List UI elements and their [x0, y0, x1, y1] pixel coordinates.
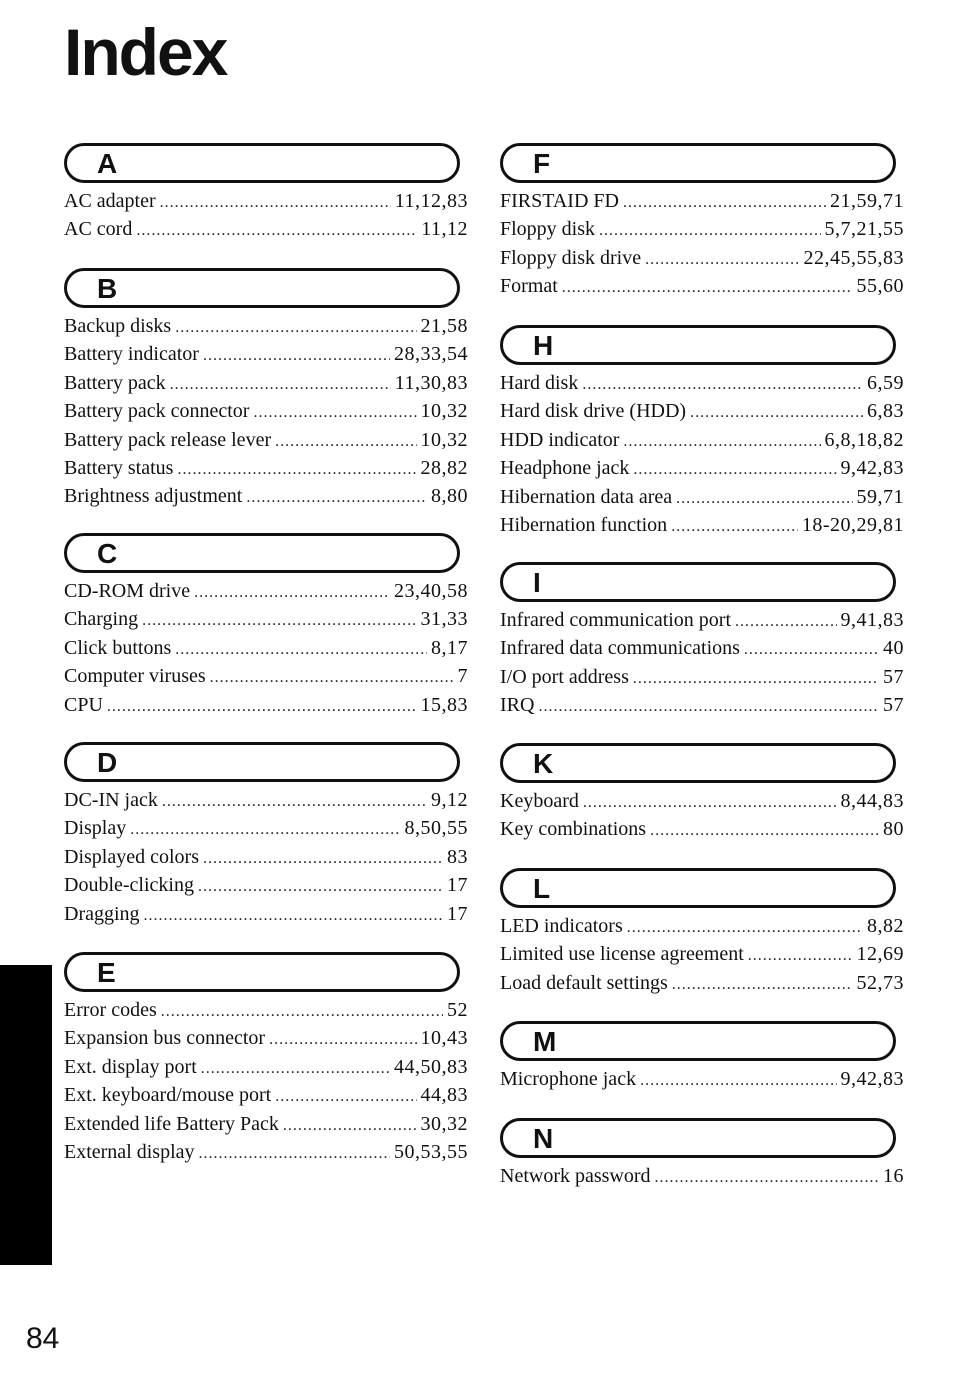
entry-term: Hibernation function — [500, 513, 668, 536]
entry-pages: 6,8,18,82 — [824, 428, 904, 451]
index-entry — [500, 511, 904, 539]
index-entry — [64, 454, 468, 482]
entry-pages: 52 — [447, 999, 468, 1021]
entry-term: I/O port address — [500, 665, 629, 688]
index-entry — [500, 634, 904, 662]
entry-term: Hard disk drive (HDD) — [500, 400, 687, 423]
entry-term: CPU — [64, 693, 103, 716]
index-entry — [500, 272, 904, 300]
dot-leader — [633, 665, 879, 693]
entry-pages: 80 — [883, 818, 904, 841]
section-letter: M — [533, 1026, 557, 1057]
index-entry — [64, 1024, 468, 1052]
entry-term: Infrared communication port — [500, 609, 732, 631]
index-entry — [500, 483, 904, 511]
entry-term: Floppy disk — [500, 218, 596, 241]
index-entry — [500, 606, 904, 634]
index-section-n — [500, 1118, 904, 1190]
dot-leader — [562, 274, 853, 302]
index-entry — [500, 187, 904, 215]
dot-leader — [538, 693, 879, 721]
entry-term: Battery pack release lever — [64, 428, 272, 451]
entry-pages: 9,42,83 — [840, 1068, 904, 1090]
entry-pages: 9,41,83 — [840, 609, 904, 631]
index-entry — [64, 996, 468, 1024]
entry-term: Dragging — [64, 902, 140, 925]
section-letter: H — [533, 330, 554, 361]
entry-pages: 55,60 — [856, 275, 904, 298]
entry-term: Floppy disk drive — [500, 246, 642, 269]
entry-term: Load default settings — [500, 971, 668, 994]
index-entry — [500, 426, 904, 454]
entry-pages: 44,83 — [420, 1084, 468, 1107]
entry-pages: 30,32 — [420, 1112, 468, 1135]
entry-term: Extended life Battery Pack — [64, 1112, 279, 1135]
entry-pages: 10,32 — [420, 428, 468, 451]
index-entry — [500, 454, 904, 482]
dot-leader — [175, 314, 416, 342]
index-entry — [500, 815, 904, 843]
index-entry — [64, 577, 468, 605]
index-entry — [64, 426, 468, 454]
entry-pages: 17 — [447, 874, 468, 897]
dot-leader — [175, 636, 427, 664]
index-section-f — [500, 143, 904, 301]
entry-pages: 16 — [883, 1165, 904, 1187]
dot-leader — [107, 693, 417, 721]
entry-pages: 11,12 — [421, 218, 468, 241]
index-entry — [500, 691, 904, 719]
index-entry — [64, 1110, 468, 1138]
entry-term: DC-IN jack — [64, 789, 158, 811]
entry-pages: 50,53,55 — [394, 1140, 468, 1163]
entry-pages: 6,59 — [867, 372, 904, 394]
entry-pages: 5,7,21,55 — [824, 218, 904, 241]
index-entry — [64, 814, 468, 842]
index-entry — [64, 215, 468, 243]
dot-leader — [136, 217, 417, 245]
entry-pages: 8,50,55 — [404, 817, 468, 840]
dot-leader — [655, 1164, 879, 1192]
entry-term: IRQ — [500, 694, 535, 717]
section-letter: E — [97, 957, 116, 988]
entry-pages: 15,83 — [420, 693, 468, 716]
index-section-h — [500, 325, 904, 539]
dot-leader — [201, 1055, 390, 1083]
index-entry — [64, 691, 468, 719]
entry-pages: 22,45,55,83 — [803, 246, 904, 269]
chapter-side-tab — [0, 965, 52, 1265]
entry-pages: 57 — [883, 694, 904, 717]
entry-term: Battery pack connector — [64, 400, 250, 423]
index-entry — [64, 843, 468, 871]
entry-term: Hard disk — [500, 372, 579, 394]
index-entry — [500, 969, 904, 997]
entry-pages: 44,50,83 — [394, 1055, 468, 1078]
entry-term: Headphone jack — [500, 457, 630, 480]
section-letter: D — [97, 747, 118, 778]
dot-leader — [269, 1026, 416, 1054]
index-entry — [64, 900, 468, 928]
index-entry — [64, 312, 468, 340]
dot-leader — [283, 1112, 417, 1140]
dot-leader — [275, 1083, 416, 1111]
entry-term: Key combinations — [500, 818, 647, 841]
index-entry — [64, 605, 468, 633]
dot-leader — [671, 513, 798, 541]
index-entry — [64, 662, 468, 690]
entry-term: Brightness adjustment — [64, 485, 243, 508]
dot-leader — [650, 817, 879, 845]
entry-term: Battery indicator — [64, 343, 199, 366]
dot-leader — [735, 608, 836, 636]
section-letter-box — [500, 143, 896, 183]
dot-leader — [676, 485, 852, 513]
entry-term: Error codes — [64, 999, 157, 1021]
entry-term: LED indicators — [500, 915, 623, 937]
entry-pages: 6,83 — [867, 400, 904, 423]
section-letter-box — [64, 533, 460, 573]
section-letter-box — [64, 952, 460, 992]
index-section-i — [500, 562, 904, 720]
entry-term: Microphone jack — [500, 1068, 637, 1090]
dot-leader — [162, 788, 427, 816]
section-letter: I — [533, 567, 541, 598]
dot-leader — [144, 902, 443, 930]
entry-term: Keyboard — [500, 790, 579, 812]
index-entry — [64, 340, 468, 368]
entry-pages: 59,71 — [856, 485, 904, 508]
dot-leader — [203, 845, 443, 873]
dot-leader — [633, 456, 836, 484]
index-section-a — [64, 143, 468, 244]
index-entry — [64, 634, 468, 662]
dot-leader — [142, 607, 416, 635]
entry-term: AC adapter — [64, 190, 156, 212]
dot-leader — [748, 942, 853, 970]
section-letter: L — [533, 873, 551, 904]
index-entry — [64, 482, 468, 510]
entry-term: Limited use license agreement — [500, 943, 744, 966]
entry-pages: 23,40,58 — [394, 580, 468, 602]
entry-pages: 10,43 — [420, 1027, 468, 1050]
entry-term: Expansion bus connector — [64, 1027, 266, 1050]
dot-leader — [599, 217, 820, 245]
section-letter: B — [97, 273, 118, 304]
index-entry — [500, 215, 904, 243]
index-entry — [500, 397, 904, 425]
entry-pages: 28,33,54 — [394, 343, 468, 366]
entry-pages: 57 — [883, 665, 904, 688]
index-entry — [64, 187, 468, 215]
index-entry — [500, 369, 904, 397]
section-letter-box — [500, 325, 896, 365]
dot-leader — [130, 816, 400, 844]
entry-pages: 28,82 — [420, 456, 468, 479]
index-entry — [500, 1162, 904, 1190]
entry-pages: 83 — [447, 845, 468, 868]
entry-term: Format — [500, 275, 558, 298]
entry-pages: 40 — [883, 637, 904, 660]
section-letter-box — [500, 743, 896, 783]
dot-leader — [203, 342, 390, 370]
entry-term: HDD indicator — [500, 428, 620, 451]
entry-term: Infrared data communications — [500, 637, 740, 660]
entry-pages: 17 — [447, 902, 468, 925]
dot-leader — [645, 246, 799, 274]
dot-leader — [161, 998, 443, 1026]
index-entry — [500, 912, 904, 940]
entry-term: CD-ROM drive — [64, 580, 191, 602]
entry-pages: 8,82 — [867, 915, 904, 937]
index-entry — [500, 1065, 904, 1093]
section-letter: K — [533, 748, 554, 779]
entry-term: Displayed colors — [64, 845, 199, 868]
dot-leader — [672, 971, 853, 999]
index-section-d — [64, 742, 468, 928]
index-section-k — [500, 743, 904, 844]
section-letter-box — [64, 268, 460, 308]
entry-pages: 8,44,83 — [840, 790, 904, 812]
entry-term: FIRSTAID FD — [500, 190, 619, 212]
section-letter-box — [500, 868, 896, 908]
section-letter: N — [533, 1123, 554, 1154]
index-entry — [64, 1081, 468, 1109]
dot-leader — [177, 456, 416, 484]
entry-pages: 52,73 — [856, 971, 904, 994]
index-section-m — [500, 1021, 904, 1093]
dot-leader — [627, 914, 863, 942]
index-entry — [64, 369, 468, 397]
dot-leader — [583, 789, 837, 817]
section-letter-box — [500, 1118, 896, 1158]
index-entry — [500, 244, 904, 272]
dot-leader — [623, 189, 826, 217]
dot-leader — [640, 1067, 836, 1095]
entry-pages: 9,42,83 — [840, 457, 904, 480]
section-letter-box — [64, 143, 460, 183]
page-title: Index — [64, 15, 227, 89]
index-entry — [64, 1053, 468, 1081]
entry-pages: 11,12,83 — [394, 190, 468, 212]
entry-pages: 9,12 — [431, 789, 468, 811]
section-letter: F — [533, 148, 551, 179]
entry-term: Double-clicking — [64, 874, 194, 897]
index-entry — [64, 397, 468, 425]
entry-term: Computer viruses — [64, 665, 206, 688]
index-section-b — [64, 268, 468, 511]
entry-pages: 21,59,71 — [830, 190, 904, 212]
section-letter-box — [500, 562, 896, 602]
entry-pages: 8,17 — [431, 636, 468, 659]
entry-pages: 18-20,29,81 — [801, 513, 904, 536]
index-entry — [500, 940, 904, 968]
entry-term: AC cord — [64, 218, 133, 241]
dot-leader — [690, 399, 863, 427]
entry-term: Backup disks — [64, 315, 172, 337]
index-entry — [500, 787, 904, 815]
dot-leader — [210, 664, 454, 692]
entry-term: External display — [64, 1140, 195, 1163]
section-letter-box — [500, 1021, 896, 1061]
dot-leader — [199, 1140, 390, 1168]
entry-pages: 21,58 — [420, 315, 468, 337]
index-entry — [500, 663, 904, 691]
entry-pages: 7 — [457, 665, 468, 688]
dot-leader — [253, 399, 416, 427]
index-entry — [64, 871, 468, 899]
entry-term: Hibernation data area — [500, 485, 673, 508]
entry-term: Ext. keyboard/mouse port — [64, 1084, 272, 1107]
entry-pages: 11,30,83 — [394, 371, 468, 394]
dot-leader — [194, 579, 390, 607]
entry-pages: 8,80 — [431, 485, 468, 508]
dot-leader — [198, 873, 443, 901]
dot-leader — [582, 371, 863, 399]
index-section-e — [64, 952, 468, 1166]
entry-term: Display — [64, 817, 127, 840]
dot-leader — [160, 189, 391, 217]
entry-pages: 10,32 — [420, 400, 468, 423]
index-entry — [64, 1138, 468, 1166]
entry-term: Battery pack — [64, 371, 166, 394]
entry-term: Ext. display port — [64, 1055, 197, 1078]
section-letter: C — [97, 538, 118, 569]
dot-leader — [170, 371, 391, 399]
entry-term: Network password — [500, 1165, 651, 1187]
index-entry — [64, 786, 468, 814]
index-section-c — [64, 533, 468, 719]
dot-leader — [623, 428, 820, 456]
dot-leader — [246, 484, 427, 512]
entry-pages: 12,69 — [856, 943, 904, 966]
section-letter: A — [97, 148, 118, 179]
dot-leader — [275, 428, 416, 456]
section-letter-box — [64, 742, 460, 782]
entry-term: Click buttons — [64, 636, 172, 659]
page-number: 84 — [26, 1322, 60, 1355]
index-section-l — [500, 868, 904, 997]
entry-pages: 31,33 — [420, 608, 468, 631]
dot-leader — [744, 636, 879, 664]
entry-term: Battery status — [64, 456, 174, 479]
entry-term: Charging — [64, 608, 139, 631]
